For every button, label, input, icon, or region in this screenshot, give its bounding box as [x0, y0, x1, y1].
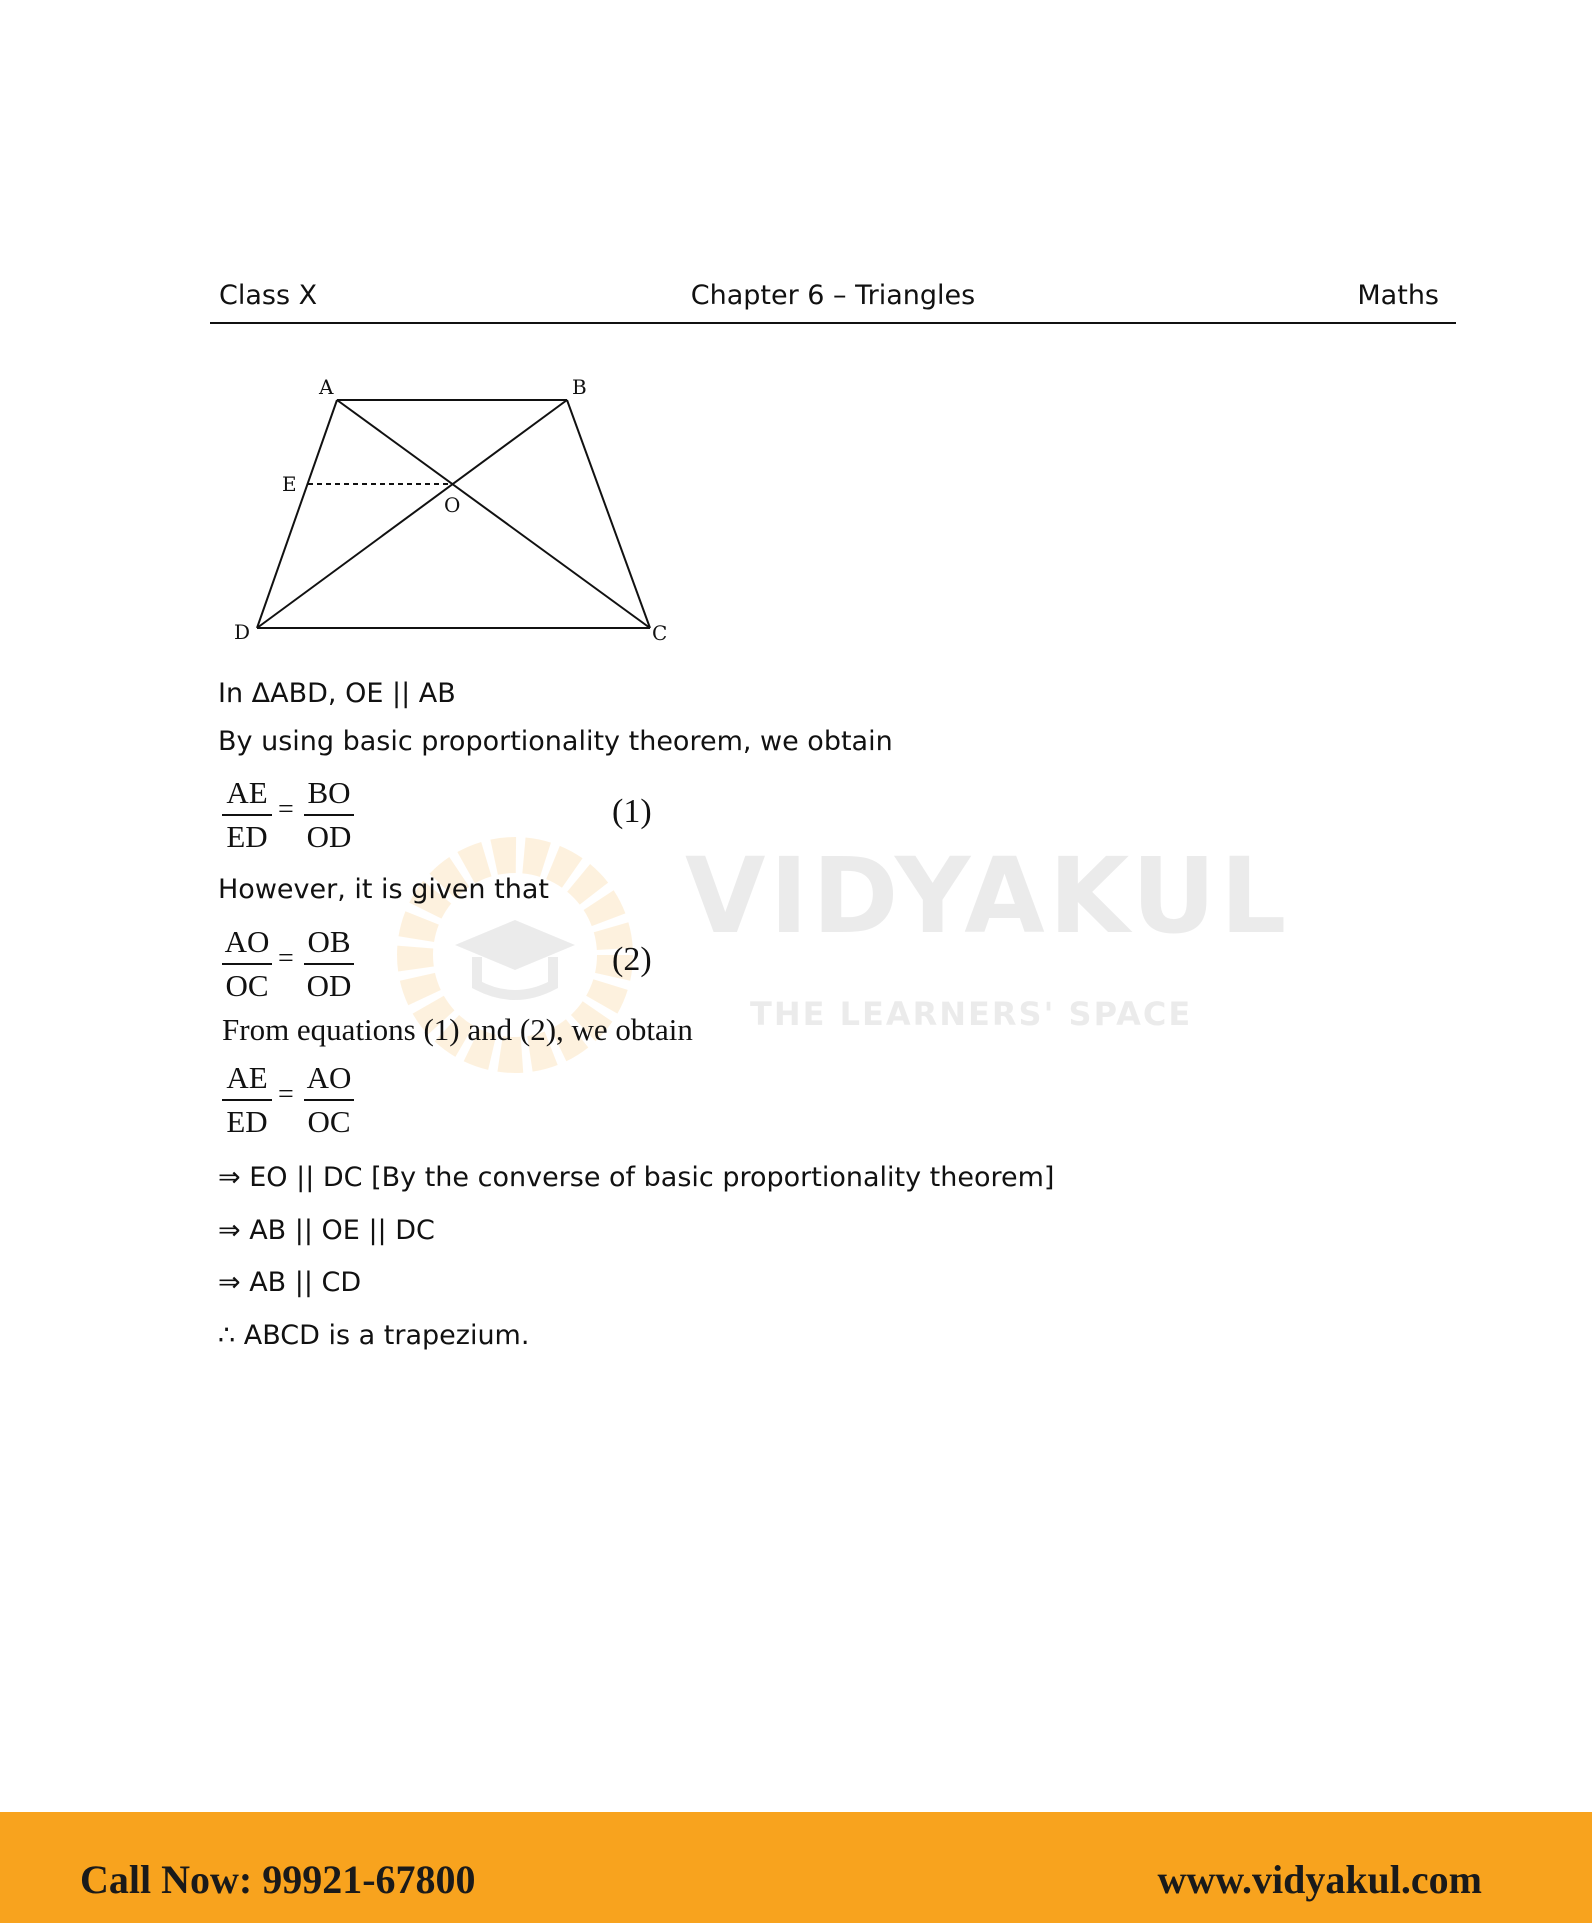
- trapezium-figure: [222, 370, 682, 650]
- label-o: O: [444, 493, 461, 517]
- text-line-7: ⇒ AB || CD: [218, 1267, 362, 1298]
- label-b: B: [572, 375, 587, 399]
- label-d: D: [234, 620, 251, 644]
- side-bc: [567, 400, 650, 628]
- equation-2: [222, 923, 362, 1003]
- numerator: BO: [307, 775, 351, 810]
- denominator: ED: [226, 819, 268, 854]
- equation-number-1: (1): [612, 793, 652, 830]
- label-a: A: [319, 375, 334, 399]
- header-subject: Maths: [1357, 280, 1439, 311]
- watermark-brand: VIDYAKUL: [685, 835, 1291, 957]
- denominator: OD: [306, 968, 352, 1003]
- watermark-tagline: THE LEARNERS' SPACE: [750, 995, 1193, 1033]
- numerator: AE: [226, 775, 268, 810]
- text-line-3: However, it is given that: [218, 874, 549, 905]
- fraction-bar: [222, 814, 272, 816]
- equals-sign: =: [278, 943, 294, 974]
- header-class: Class X: [219, 280, 318, 311]
- denominator: OD: [306, 819, 352, 854]
- text-line-8: ∴ ABCD is a trapezium.: [218, 1320, 530, 1351]
- numerator: OB: [307, 924, 351, 959]
- text-line-1: In ΔABD, OE || AB: [218, 678, 456, 709]
- text-line-6: ⇒ AB || OE || DC: [218, 1215, 435, 1246]
- fraction-ob-od: [304, 923, 354, 1005]
- equation-number-2: (2): [612, 941, 652, 978]
- equals-sign: =: [278, 1079, 294, 1110]
- fraction-ae-ed: [222, 774, 272, 856]
- text-line-2: By using basic proportionality theorem, we obtain: [218, 726, 893, 757]
- fraction-bar: [222, 1099, 272, 1101]
- fraction-bo-od: [304, 774, 354, 856]
- equals-sign: =: [278, 794, 294, 825]
- fraction-bar: [222, 963, 272, 965]
- diagonal-ac: [337, 400, 650, 628]
- fraction-ao-oc: [304, 1059, 354, 1141]
- equation-1: [222, 774, 362, 854]
- fraction-bar: [304, 814, 354, 816]
- footer-bar: [0, 1812, 1592, 1923]
- page-header: [210, 276, 1456, 324]
- denominator: ED: [226, 1104, 268, 1139]
- label-e: E: [282, 472, 297, 496]
- fraction-ao-oc: [222, 923, 272, 1005]
- call-now-text: Call Now: 99921-67800: [80, 1857, 476, 1902]
- equation-3: [222, 1059, 362, 1139]
- website-link[interactable]: www.vidyakul.com: [1157, 1857, 1482, 1902]
- numerator: AE: [226, 1060, 268, 1095]
- label-c: C: [652, 621, 668, 645]
- text-line-5: ⇒ EO || DC [By the converse of basic proportionality theorem]: [218, 1162, 1055, 1193]
- denominator: OC: [225, 968, 269, 1003]
- header-chapter: Chapter 6 – Triangles: [690, 280, 976, 311]
- denominator: OC: [307, 1104, 351, 1139]
- side-ad: [257, 400, 337, 628]
- text-line-4: From equations (1) and (2), we obtain: [222, 1012, 693, 1047]
- fraction-bar: [304, 1099, 354, 1101]
- fraction-bar: [304, 963, 354, 965]
- numerator: AO: [306, 1060, 352, 1095]
- numerator: AO: [224, 924, 270, 959]
- diagonal-bd: [257, 400, 567, 628]
- fraction-ae-ed: [222, 1059, 272, 1141]
